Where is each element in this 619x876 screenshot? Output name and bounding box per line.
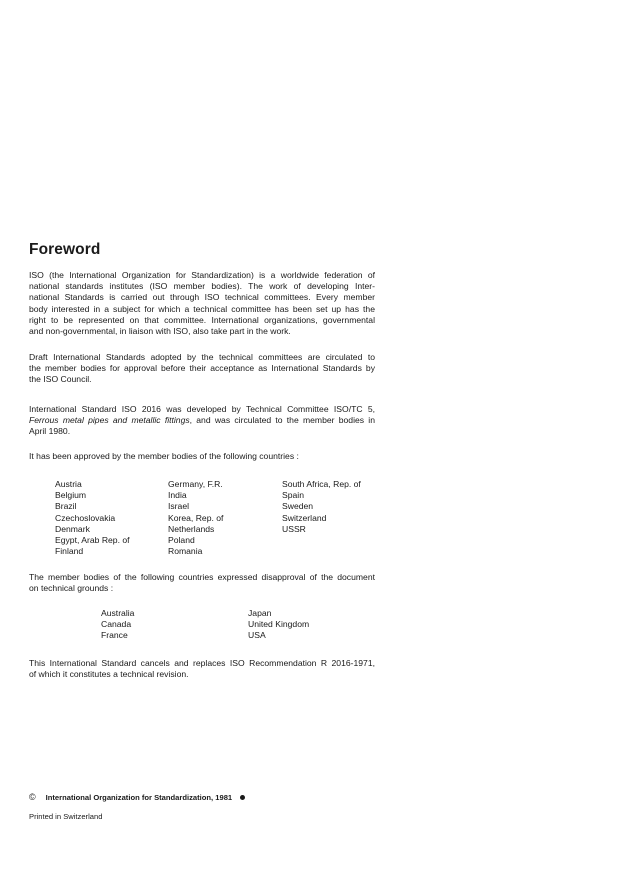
foreword-paragraph-iso-federation <box>29 270 375 337</box>
paragraph-line: International Standard ISO 2016 was developed by Technical Committee ISO/TC 5, <box>29 404 375 414</box>
country-item: South Africa, Rep. of <box>282 479 361 489</box>
bullet-dot-icon <box>240 795 245 800</box>
copyright-icon: © <box>29 792 36 802</box>
country-item: France <box>101 630 128 641</box>
country-item: Spain <box>282 490 304 501</box>
country-item: Israel <box>168 501 190 512</box>
paragraph-line: national Standards is carried out through ISO technical committees. Every member <box>29 292 375 303</box>
paragraph-line: Draft International Standards adopted by the technical committees are circulated to <box>29 352 375 362</box>
country-item: Korea, Rep. of <box>168 512 224 523</box>
foreword-heading: Foreword <box>29 241 101 258</box>
country-item: Czechoslovakia <box>55 512 116 523</box>
committee-title-italic: Ferrous metal pipes and metallic fittings <box>29 415 190 426</box>
paragraph-line: the ISO Council. <box>29 374 92 385</box>
foreword-paragraph-draft-standards <box>29 352 375 386</box>
copyright-notice <box>29 792 245 802</box>
country-item: Switzerland <box>282 512 327 523</box>
paragraph-line: and non-governmental, in liaison with ISO, also take part in the work. <box>29 326 291 337</box>
approving-countries-column-3 <box>282 479 361 535</box>
printed-in-notice: Printed in Switzerland <box>29 812 103 821</box>
country-item: USA <box>248 630 266 641</box>
paragraph-line: of which it constitutes a technical revision. <box>29 669 189 680</box>
paragraph-line: The member bodies of the following countries expressed disapproval of the document <box>29 572 375 582</box>
paragraph-line: on technical grounds : <box>29 583 114 594</box>
paragraph-line: national standards institutes (ISO member bodies). The work of developing Inter- <box>29 281 375 292</box>
country-item: Netherlands <box>168 523 215 534</box>
country-item: Egypt, Arab Rep. of <box>55 535 130 546</box>
foreword-paragraph-approval <box>29 451 375 462</box>
disapproving-countries-column-1 <box>101 608 134 642</box>
country-item: Belgium <box>55 490 87 501</box>
country-item: Sweden <box>282 501 314 512</box>
paragraph-line: the member bodies for approval before their acceptance as International Standards by <box>29 363 375 374</box>
country-item: Japan <box>248 608 272 618</box>
paragraph-line: body interested in a subject for which a technical committee has been set up has the <box>29 303 375 314</box>
foreword-paragraph-disapproval <box>29 572 375 594</box>
country-item: Romania <box>168 546 203 557</box>
paragraph-line: ISO (the International Organization for Standardization) is a worldwide federation of <box>29 270 375 280</box>
paragraph-line: It has been approved by the member bodies of the following countries : <box>29 451 299 461</box>
country-item: USSR <box>282 523 306 534</box>
country-item: Denmark <box>55 523 90 534</box>
approving-countries-column-1 <box>55 479 130 557</box>
copyright-text: International Organization for Standardization, 1981 <box>45 792 233 802</box>
paragraph-line: This International Standard cancels and replaces ISO Recommendation R 2016-1971, <box>29 658 375 668</box>
paragraph-line-rest: , and was circulated to the member bodies in <box>189 415 375 426</box>
country-item: Austria <box>55 479 82 489</box>
country-item: Canada <box>101 619 132 630</box>
foreword-paragraph-development <box>29 404 375 438</box>
paragraph-line: right to be represented on that committee. International organizations, governmental <box>29 314 375 325</box>
country-item: India <box>168 490 187 501</box>
disapproving-countries-column-2 <box>248 608 309 642</box>
country-item: United Kingdom <box>248 619 310 630</box>
paragraph-line <box>29 415 375 426</box>
country-item: Poland <box>168 535 195 546</box>
paragraph-line: April 1980. <box>29 426 71 437</box>
approving-countries-column-2 <box>168 479 223 557</box>
country-item: Finland <box>55 546 84 557</box>
foreword-paragraph-replacement <box>29 658 375 680</box>
country-item: Brazil <box>55 501 77 512</box>
country-item: Australia <box>101 608 135 618</box>
country-item: Germany, F.R. <box>168 479 223 489</box>
